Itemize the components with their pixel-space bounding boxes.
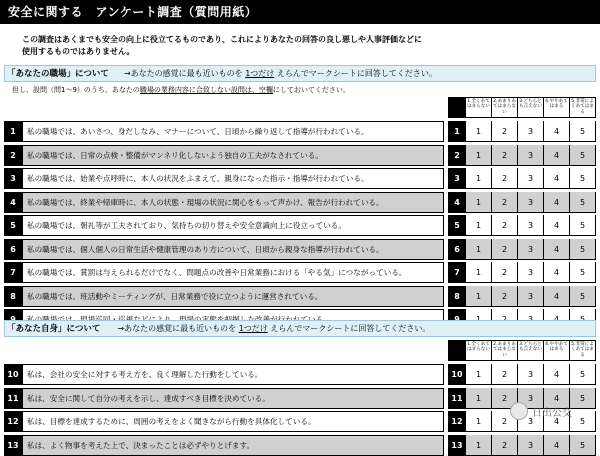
- scale-header-row: [4, 340, 596, 361]
- section-instruction-emphasis: 1つだけ: [238, 324, 268, 333]
- answer-option-5[interactable]: 5: [570, 262, 596, 283]
- answer-option-5[interactable]: 5: [570, 286, 596, 307]
- answer-option-4[interactable]: 4: [544, 435, 570, 456]
- answer-option-2[interactable]: 2: [492, 168, 518, 189]
- note-text: 但し、設問（問1～9）のうち、あなたの: [12, 86, 140, 94]
- question-text: 私の職場では、個人個人の日常生活や健康管理のあり方について、日頃から親身な指導が行われている。: [22, 239, 444, 260]
- question-number: 6: [4, 239, 22, 260]
- scale-header-5: 5.非常によくあてはまる: [570, 340, 596, 361]
- answer-option-3[interactable]: 3: [518, 364, 544, 385]
- question-row: [4, 192, 596, 213]
- answer-option-4[interactable]: 4: [544, 192, 570, 213]
- answer-row-number: 8: [448, 286, 466, 307]
- question-text: 私は、安全に関して自分の考えを示し、達成すべき目標を決めている。: [22, 388, 444, 409]
- answer-option-4[interactable]: 4: [544, 262, 570, 283]
- answer-option-2[interactable]: 2: [492, 192, 518, 213]
- answer-option-4[interactable]: 4: [544, 215, 570, 236]
- answer-option-2[interactable]: 2: [492, 435, 518, 456]
- answer-option-3[interactable]: 3: [518, 121, 544, 142]
- answer-option-1[interactable]: 1: [466, 121, 492, 142]
- question-text: 私の職場では、朝礼等が工夫されており、気持ちの切り替えや安全意識向上に役立っている。: [22, 215, 444, 236]
- answer-option-3[interactable]: 3: [518, 411, 544, 432]
- question-row: [4, 364, 596, 385]
- answer-option-3[interactable]: 3: [518, 239, 544, 260]
- answer-option-5[interactable]: 5: [570, 168, 596, 189]
- answer-option-5[interactable]: 5: [570, 364, 596, 385]
- watermark-text: 日出公交: [532, 408, 572, 419]
- header-number-cell: [448, 97, 466, 118]
- answer-row-number: 2: [448, 145, 466, 166]
- answer-option-5[interactable]: 5: [570, 145, 596, 166]
- question-row: [4, 168, 596, 189]
- intro-line-2: 使用するものではありません。: [22, 47, 135, 56]
- question-text: 私の職場では、賞罰は与えられるだけでなく、問題点の改善や日常業務における「やる気」につながっている。: [22, 262, 444, 283]
- answer-option-5[interactable]: 5: [570, 192, 596, 213]
- answer-option-5[interactable]: 5: [570, 121, 596, 142]
- page-title: 安全に関する アンケート調査（質問用紙）: [0, 0, 600, 24]
- scale-header-3: 3.どちらとも言えない: [518, 340, 544, 361]
- answer-option-1[interactable]: 1: [466, 145, 492, 166]
- question-number: 13: [4, 435, 22, 456]
- question-text: 私は、会社の安全に対する考え方を、良く理解した行動をしている。: [22, 364, 444, 385]
- section-instruction: →あなたの感覚に最も近いものを: [123, 69, 243, 78]
- scale-header-3: 3.どちらとも言えない: [518, 97, 544, 118]
- question-row: [4, 262, 596, 283]
- answer-option-4[interactable]: 4: [544, 388, 570, 409]
- question-text: 私の職場では、終業や帰庫時に、本人の状態・現場の状況に関心をもって声かけ、報告が行われている。: [22, 192, 444, 213]
- answer-option-2[interactable]: 2: [492, 121, 518, 142]
- answer-option-2[interactable]: 2: [492, 239, 518, 260]
- answer-option-2[interactable]: 2: [492, 215, 518, 236]
- answer-option-3[interactable]: 3: [518, 262, 544, 283]
- section-instruction: →あなたの感覚に最も近いものを: [117, 324, 237, 333]
- answer-option-5[interactable]: 5: [570, 239, 596, 260]
- note-text-end: にしておいてください。: [272, 86, 350, 94]
- answer-option-4[interactable]: 4: [544, 411, 570, 432]
- question-number: 4: [4, 192, 22, 213]
- section-title: 「あなたの職場」について: [7, 69, 109, 79]
- question-number: 10: [4, 364, 22, 385]
- header-number-cell: [448, 340, 466, 361]
- answer-option-2[interactable]: 2: [492, 262, 518, 283]
- answer-row-number: 7: [448, 262, 466, 283]
- answer-option-1[interactable]: 1: [466, 192, 492, 213]
- answer-option-2[interactable]: 2: [492, 364, 518, 385]
- question-number: 2: [4, 145, 22, 166]
- answer-option-3[interactable]: 3: [518, 388, 544, 409]
- intro-text: [22, 34, 582, 58]
- scale-header-4: 4.ややあてはまる: [544, 340, 570, 361]
- answer-row-number: 1: [448, 121, 466, 142]
- question-text: 私の職場では、班活動やミーティングが、日常業務で役に立つように運営されている。: [22, 286, 444, 307]
- answer-option-3[interactable]: 3: [518, 435, 544, 456]
- section-header-workplace: [4, 65, 596, 82]
- question-number: 3: [4, 168, 22, 189]
- instruction-note: [12, 85, 350, 95]
- section-instruction-end: えらんでマークシートに回答してください。: [276, 69, 437, 78]
- scale-header-2: 2.あまりあてはまらない: [492, 97, 518, 118]
- answer-option-3[interactable]: 3: [518, 145, 544, 166]
- section-instruction-emphasis: 1つだけ: [245, 69, 275, 78]
- scale-header-1: 1.全くあてはまらない: [466, 340, 492, 361]
- answer-option-3[interactable]: 3: [518, 192, 544, 213]
- answer-option-2[interactable]: 2: [492, 286, 518, 307]
- scale-header-5: 5.非常によくあてはまる: [570, 97, 596, 118]
- answer-option-4[interactable]: 4: [544, 121, 570, 142]
- question-number: 7: [4, 262, 22, 283]
- scale-header-row: [4, 97, 596, 118]
- question-text: 私の職場では、日常の点検・整備がマンネリ化しないよう独自の工夫がなされている。: [22, 145, 444, 166]
- section-instruction-end: えらんでマークシートに回答してください。: [270, 324, 431, 333]
- answer-option-4[interactable]: 4: [544, 145, 570, 166]
- answer-option-5[interactable]: 5: [570, 435, 596, 456]
- answer-row-number: 10: [448, 364, 466, 385]
- answer-option-5[interactable]: 5: [570, 388, 596, 409]
- answer-option-3[interactable]: 3: [518, 168, 544, 189]
- question-number: 12: [4, 411, 22, 432]
- answer-option-5[interactable]: 5: [570, 411, 596, 432]
- question-row: [4, 145, 596, 166]
- question-row: [4, 286, 596, 307]
- question-number: 8: [4, 286, 22, 307]
- answer-option-1[interactable]: 1: [466, 435, 492, 456]
- answer-option-1[interactable]: 1: [466, 239, 492, 260]
- question-number: 11: [4, 388, 22, 409]
- scale-header-1: 1.全くあてはまらない: [466, 97, 492, 118]
- answer-option-2[interactable]: 2: [492, 411, 518, 432]
- answer-option-1[interactable]: 1: [466, 168, 492, 189]
- question-number: 5: [4, 215, 22, 236]
- answer-option-1[interactable]: 1: [466, 215, 492, 236]
- answer-row-number: 6: [448, 239, 466, 260]
- answer-option-5[interactable]: 5: [570, 215, 596, 236]
- answer-option-4[interactable]: 4: [544, 364, 570, 385]
- section-header-self: [4, 320, 596, 337]
- question-row: [4, 121, 596, 142]
- answer-option-1[interactable]: 1: [466, 388, 492, 409]
- scale-header-2: 2.あまりあてはまらない: [492, 340, 518, 361]
- answer-option-4[interactable]: 4: [544, 239, 570, 260]
- answer-row-number: 5: [448, 215, 466, 236]
- answer-option-1[interactable]: 1: [466, 411, 492, 432]
- answer-option-1[interactable]: 1: [466, 286, 492, 307]
- answer-option-1[interactable]: 1: [466, 364, 492, 385]
- question-row: [4, 388, 596, 409]
- question-row: [4, 411, 596, 432]
- question-number: 1: [4, 121, 22, 142]
- section-title: 「あなた自身」について: [7, 324, 101, 334]
- answer-row-number: 3: [448, 168, 466, 189]
- answer-option-2[interactable]: 2: [492, 145, 518, 166]
- question-row: [4, 239, 596, 260]
- answer-option-1[interactable]: 1: [466, 262, 492, 283]
- question-text: 私の職場では、始業や点呼時に、本人の状況をふまえて、親身になった指示・指導が行われている。: [22, 168, 444, 189]
- answer-row-number: 12: [448, 411, 466, 432]
- question-row: [4, 435, 596, 456]
- watermark-logo: [510, 401, 600, 421]
- answer-row-number: 11: [448, 388, 466, 409]
- question-text: 私の職場では、あいさつ、身だしなみ、マナーについて、日頃から繰り返して指導が行われている。: [22, 121, 444, 142]
- answer-option-3[interactable]: 3: [518, 286, 544, 307]
- intro-line-1: この調査はあくまでも安全の向上に役立てるものであり、これによりあなたの回答の良し悪しや人事評価などに: [22, 35, 422, 44]
- answer-row-number: 13: [448, 435, 466, 456]
- answer-option-4[interactable]: 4: [544, 286, 570, 307]
- wechat-icon: [510, 402, 528, 420]
- answer-option-4[interactable]: 4: [544, 168, 570, 189]
- answer-row-number: 4: [448, 192, 466, 213]
- question-text: 私は、よく物事を考えた上で、決まったことは必ずやりとげます。: [22, 435, 444, 456]
- scale-header-4: 4.ややあてはまる: [544, 97, 570, 118]
- question-row: [4, 215, 596, 236]
- answer-option-2[interactable]: 2: [492, 388, 518, 409]
- answer-option-3[interactable]: 3: [518, 215, 544, 236]
- note-emphasis: 職場の業務内容に合致しない設問は、空欄: [139, 86, 273, 94]
- question-text: 私は、目標を達成するために、周囲の考えをよく聞きながら行動を具体化している。: [22, 411, 444, 432]
